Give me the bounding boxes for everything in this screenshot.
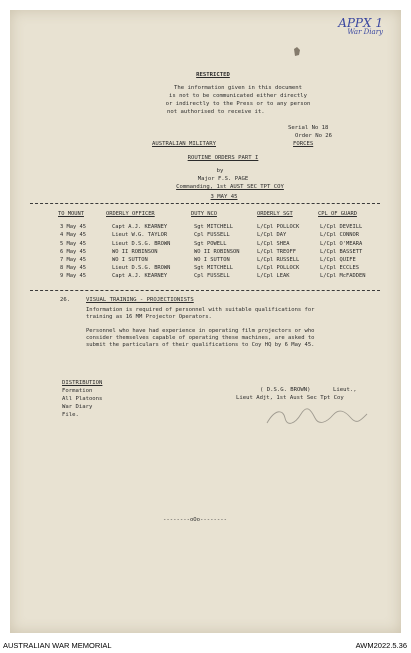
separator-line <box>30 290 380 291</box>
paragraph-line: consider themselves capable of operating these machines, are asked to <box>86 335 315 341</box>
cell-sgt: L/Cpl TREOFF <box>257 248 296 255</box>
cell-cpl: L/Cpl ECCLES <box>320 265 359 272</box>
cell-nco: WO I SUTTON <box>194 256 230 263</box>
cell-sgt: L/Cpl RUSSELL <box>257 256 300 263</box>
section-paragraph-2 <box>86 328 314 349</box>
table-header: DUTY NCO <box>191 211 217 217</box>
order-number: Order No 26 <box>295 133 333 139</box>
cell-officer: Capt A.J. KEARNEY <box>112 224 168 231</box>
restricted-line-3: or indirectly to the Press or to any person <box>165 101 311 107</box>
cell-nco: WO II ROBINSON <box>194 248 240 255</box>
cell-date: 7 May 45 <box>60 256 86 263</box>
cell-sgt: L/Cpl LEAK <box>257 273 290 280</box>
cell-nco: Cpl FUSSELL <box>194 273 230 280</box>
cell-sgt: L/Cpl DAY <box>257 232 287 239</box>
distribution-heading: DISTRIBUTION <box>62 380 103 386</box>
handwritten-signature-icon <box>265 406 370 428</box>
footer-institution: AUSTRALIAN WAR MEMORIAL <box>3 641 112 650</box>
cell-officer: Lieut W.G. TAYLOR <box>112 232 168 239</box>
cell-cpl: L/Cpl BASSETT <box>320 248 363 255</box>
distribution-item: War Diary <box>62 404 93 410</box>
cell-date: 3 May 45 <box>60 224 86 231</box>
distribution-item: Formation <box>62 388 93 394</box>
signatory-rank: Lieut., <box>333 387 357 393</box>
cell-sgt: L/Cpl POLLOCK <box>257 224 300 231</box>
unit-australian-military: AUSTRALIAN MILITARY <box>152 141 216 147</box>
cell-nco: Sgt MITCHELL <box>194 265 233 272</box>
handwritten-appx: APPX 1 <box>338 16 383 30</box>
restricted-line-4: not authorised to receive it. <box>167 109 265 115</box>
cell-officer: Lieut D.S.G. BROWN <box>112 265 171 272</box>
orders-title: ROUTINE ORDERS PART I <box>187 155 259 161</box>
cell-sgt: L/Cpl POLLOCK <box>257 265 300 272</box>
orders-major: Major F.S. PAGE <box>197 176 249 182</box>
cell-officer: WO I SUTTON <box>112 256 148 263</box>
serial-number: Serial No 18 <box>288 125 329 131</box>
distribution-item: All Platoons <box>62 396 103 402</box>
unit-forces: FORCES <box>293 141 314 147</box>
cell-date: 6 May 45 <box>60 248 86 255</box>
handwritten-war-diary: War Diary <box>347 28 383 36</box>
signatory-name: ( D.S.G. BROWN) <box>260 387 311 393</box>
cell-date: 4 May 45 <box>60 232 86 239</box>
signatory-appointment: Lieut Adjt, 1st Aust Sec Tpt Coy <box>236 395 344 401</box>
restricted-line-1: The information given in this document <box>174 85 302 91</box>
table-header: ORDERLY SGT <box>257 211 293 217</box>
paragraph-line: training as 16 MM Projector Operators. <box>86 314 212 320</box>
cell-nco: Sgt POWELL <box>194 240 227 247</box>
table-header: ORDERLY OFFICER <box>106 211 155 217</box>
table-header: CPL OF GUARD <box>318 211 357 217</box>
section-number: 26. <box>60 297 71 303</box>
orders-by: by <box>216 168 224 174</box>
table-header: TO MOUNT <box>58 211 84 217</box>
section-heading: VISUAL TRAINING - PROJECTIONISTS <box>86 297 194 303</box>
paragraph-line: Information is required of personnel with suitable qualifications for <box>86 307 315 313</box>
cell-officer: WO II ROBINSON <box>112 248 158 255</box>
cell-officer: Lieut D.S.G. BROWN <box>112 240 171 247</box>
archive-footer <box>0 638 411 653</box>
cell-cpl: L/Cpl QUIFE <box>320 256 356 263</box>
cell-cpl: L/Cpl McFADDEN <box>320 273 366 280</box>
cell-officer: Capt A.J. KEARNEY <box>112 273 168 280</box>
handwritten-annotation <box>338 16 383 36</box>
cell-cpl: L/Cpl CONNOR <box>320 232 359 239</box>
orders-date: 3 MAY 45 <box>210 194 238 200</box>
footer-accession-number: AWM2022.5.36 <box>355 641 407 650</box>
document-page <box>10 10 401 633</box>
distribution-item: File. <box>62 412 79 418</box>
separator-line <box>30 203 380 204</box>
end-of-document-mark: --------oOo-------- <box>163 517 227 523</box>
orders-commanding: Commanding, 1st AUST SEC TPT COY <box>176 184 284 190</box>
restricted-title: RESTRICTED <box>196 72 230 78</box>
cell-nco: Cpl FUSSELL <box>194 232 230 239</box>
section-paragraph-1 <box>86 307 314 321</box>
paragraph-line: submit the particulars of their qualifications to Coy HQ by 6 May 45. <box>86 342 315 348</box>
cell-date: 5 May 45 <box>60 240 86 247</box>
punch-mark-icon <box>293 47 301 57</box>
cell-cpl: L/Cpl O'MEARA <box>320 240 363 247</box>
cell-nco: Sgt MITCHELL <box>194 224 233 231</box>
cell-sgt: L/Cpl SHEA <box>257 240 290 247</box>
cell-date: 8 May 45 <box>60 265 86 272</box>
cell-date: 9 May 45 <box>60 273 86 280</box>
paragraph-line: Personnel who have had experience in operating film projectors or who <box>86 328 315 334</box>
cell-cpl: L/Cpl DEVEILL <box>320 224 363 231</box>
restricted-line-2: is not to be communicated either directly <box>168 93 308 99</box>
